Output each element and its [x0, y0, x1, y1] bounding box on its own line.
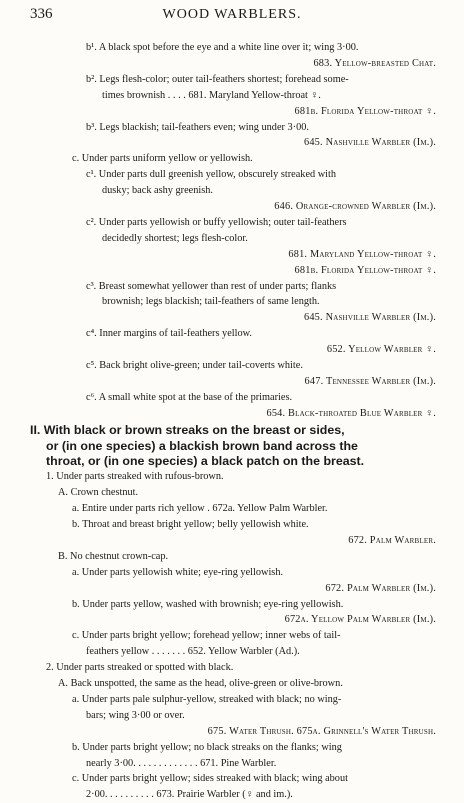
key-line	[0, 279, 464, 295]
key-text: bars; wing 3·00 or over.	[86, 709, 185, 721]
section-heading-text: II. With black or brown streaks on the breast or sides,	[30, 422, 345, 437]
key-text: dusky; back ashy greenish.	[102, 185, 213, 197]
key-text: b¹. A black spot before the eye and a white line over it; wing 3·00.	[86, 42, 359, 53]
key-line	[0, 597, 464, 613]
key-line	[0, 406, 464, 422]
species-name: 652. Yellow Warbler ♀.	[326, 344, 436, 356]
key-text: b. Under parts bright yellow; no black streaks on the flanks; wing	[72, 741, 342, 753]
key-text: 2. Under parts streaked or spotted with black.	[46, 662, 234, 674]
key-text: A. Back unspotted, the same as the head, olive-green or olive-brown.	[58, 678, 343, 689]
section-heading-text: throat, or (in one species) a black patch on the breast.	[46, 454, 365, 469]
key-text: b³. Legs blackish; tail-feathers even; wing under 3·00.	[86, 121, 309, 133]
key-line	[0, 390, 464, 406]
key-text: 2·00. . . . . . . . . . 673. Prairie Warbler (♀ and im.).	[86, 789, 293, 801]
key-text: a. Under parts yellowish white; eye-ring yellowish.	[72, 566, 284, 578]
key-line	[0, 724, 464, 740]
key-text: 1. Under parts streaked with rufous-brown.	[46, 471, 224, 483]
key-line	[0, 231, 464, 247]
key-line	[0, 501, 464, 517]
species-name: 645. Nashville Warbler (Im.).	[303, 312, 436, 324]
key-text: times brownish . . . . 681. Maryland Yellow-throat ♀.	[102, 89, 321, 101]
section-heading-line	[0, 438, 464, 454]
key-text: brownish; legs blackish; tail-feathers of same length.	[102, 296, 320, 308]
key-line	[0, 120, 464, 136]
species-name: 672. Palm Warbler (Im.).	[325, 582, 436, 594]
key-text: B. No chestnut crown-cap.	[58, 550, 169, 562]
key-line	[0, 692, 464, 708]
key-line	[0, 215, 464, 231]
species-name: 675. Water Thrush. 675a. Grinnell's Water Thrush.	[207, 725, 436, 737]
key-line	[0, 151, 464, 167]
key-line	[0, 72, 464, 88]
key-text: c. Under parts uniform yellow or yellowish.	[72, 153, 253, 165]
species-name: 654. Black-throated Blue Warbler ♀.	[266, 407, 436, 419]
key-text: a. Entire under parts rich yellow . 672a. Yellow Palm Warbler.	[72, 503, 328, 515]
key-line	[0, 358, 464, 374]
key-line	[0, 88, 464, 104]
key-text: c¹. Under parts dull greenish yellow, obscurely streaked with	[86, 169, 337, 181]
page-header	[0, 6, 464, 28]
page-number: 336	[30, 6, 53, 22]
key-text: nearly 3·00. . . . . . . . . . . . . 671. Pine Warbler.	[86, 757, 277, 769]
key-line	[0, 469, 464, 485]
species-name: 681b. Florida Yellow-throat ♀.	[294, 264, 436, 276]
key-line	[0, 342, 464, 358]
key-text: feathers yellow . . . . . . . 652. Yellow Warbler (Ad.).	[86, 646, 300, 658]
key-text: b². Legs flesh-color; outer tail-feathers shortest; forehead some-	[86, 73, 349, 85]
key-text: a. Under parts pale sulphur-yellow, streaked with black; no wing-	[72, 693, 342, 705]
key-text: A. Crown chestnut.	[58, 487, 139, 499]
species-name: 647. Tennessee Warbler (Im.).	[304, 375, 436, 387]
species-name: 683. Yellow-breasted Chat.	[313, 57, 436, 69]
key-line	[0, 183, 464, 199]
key-line	[0, 517, 464, 533]
key-line	[0, 56, 464, 72]
key-line	[0, 660, 464, 676]
key-line	[0, 612, 464, 628]
key-line	[0, 549, 464, 565]
key-line	[0, 485, 464, 501]
key-line	[0, 135, 464, 151]
key-text: c⁵. Back bright olive-green; under tail-coverts white.	[86, 360, 303, 371]
species-name: 681. Maryland Yellow-throat ♀.	[288, 248, 436, 260]
section-heading-line	[0, 453, 464, 469]
key-line	[0, 374, 464, 390]
key-line	[0, 40, 464, 56]
species-name: 672. Palm Warbler.	[348, 534, 436, 546]
section-heading-text: or (in one species) a blackish brown band across the	[46, 438, 358, 453]
key-line	[0, 326, 464, 342]
key-line	[0, 263, 464, 279]
running-title: WOOD WARBLERS.	[162, 7, 302, 22]
key-text: c⁴. Inner margins of tail-feathers yellow.	[86, 328, 252, 340]
section-heading-line	[0, 422, 464, 438]
key-line	[0, 787, 464, 803]
key-line	[0, 533, 464, 549]
species-name: 645. Nashville Warbler (Im.).	[303, 137, 436, 149]
key-text: c³. Breast somewhat yellower than rest of under parts; flanks	[86, 280, 337, 292]
species-name: 646. Orange-crowned Warbler (Im.).	[274, 201, 436, 212]
key-line	[0, 167, 464, 183]
key-line	[0, 740, 464, 756]
key-line	[0, 199, 464, 215]
species-name: 681b. Florida Yellow-throat ♀.	[294, 105, 436, 117]
key-line	[0, 628, 464, 644]
key-text: c. Under parts bright yellow; sides streaked with black; wing about	[72, 773, 348, 785]
key-text: b. Under parts yellow, washed with brownish; eye-ring yellowish.	[72, 598, 344, 610]
key-line	[0, 581, 464, 597]
key-line	[0, 676, 464, 692]
key-text: c. Under parts bright yellow; forehead yellow; inner webs of tail-	[72, 630, 341, 642]
key-line	[0, 756, 464, 772]
species-name: 672a. Yellow Palm Warbler (Im.).	[284, 614, 436, 626]
key-line	[0, 294, 464, 310]
key-line	[0, 644, 464, 660]
key-line	[0, 104, 464, 120]
key-line	[0, 708, 464, 724]
key-line	[0, 310, 464, 326]
key-text: b. Throat and breast bright yellow; belly yellowish white.	[72, 519, 309, 530]
key-line	[0, 247, 464, 263]
key-text: c⁶. A small white spot at the base of the primaries.	[86, 391, 293, 403]
key-text: c². Under parts yellowish or buffy yellowish; outer tail-feathers	[86, 216, 347, 228]
key-line	[0, 565, 464, 581]
key-line	[0, 771, 464, 787]
key-text: decidedly shortest; legs flesh-color.	[102, 232, 248, 244]
